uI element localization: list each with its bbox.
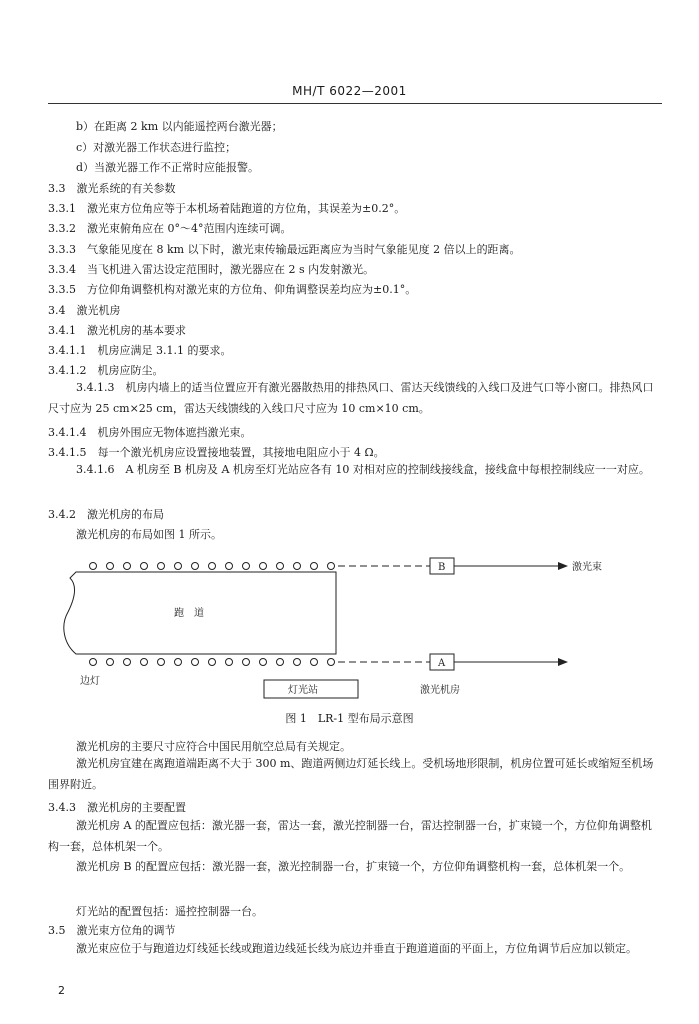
section-3-5-title: 3.5 激光束方位角的调节 <box>48 924 176 937</box>
edge-lights-bottom <box>90 659 335 666</box>
laser-beam-label: 激光束 <box>572 562 602 573</box>
clause-3-3-1: 3.3.1 激光束方位角应等于本机场着陆跑道的方位角，其误差为±0.2°。 <box>48 202 406 215</box>
clause-3-4-1: 3.4.1 激光机房的基本要求 <box>48 324 186 337</box>
paragraph-size: 激光机房的主要尺寸应符合中国民用航空总局有关规定。 <box>76 740 351 753</box>
clause-3-4-1-5: 3.4.1.5 每一个激光机房应设置接地装置，其接地电阻应小于 4 Ω。 <box>48 446 385 459</box>
box-a-label: A <box>438 658 446 669</box>
section-3-4-title: 3.4 激光机房 <box>48 304 121 317</box>
paragraph-room-a: 激光机房 A 的配置应包括：激光器一套，雷达一套，激光控制器一台，雷达控制器一台，扩束镜一个，方位仰角调整机构一套，总体机架一个。 <box>48 819 652 853</box>
clause-3-3-4: 3.3.4 当飞机进入雷达设定范围时，激光器应在 2 s 内发射激光。 <box>48 263 375 276</box>
page-header: MH/T 6022—2001 <box>292 84 407 98</box>
paragraph-light-station: 灯光站的配置包括：遥控控制器一台。 <box>76 905 263 918</box>
clause-3-4-1-6: 3.4.1.6 A 机房至 B 机房及 A 机房至灯光站应各有 10 对相对应的控制线接线盒，接线盒中每根控制线应一一对应。 <box>76 463 650 476</box>
page-number: 2 <box>58 984 65 997</box>
clause-3-4-2: 3.4.2 激光机房的布局 <box>48 508 164 521</box>
clause-3-3-5: 3.3.5 方位仰角调整机构对激光束的方位角、仰角调整误差均应为±0.1°。 <box>48 283 417 296</box>
clause-3-4-1-4: 3.4.1.4 机房外围应无物体遮挡激光束。 <box>48 426 252 439</box>
clause-3-4-1-3: 3.4.1.3 机房内墙上的适当位置应开有激光器散热用的排热风口、雷达天线馈线的入线口及进气口等小窗口。排热风口尺寸应为 25 cm×25 cm，雷达天线馈线的入线口尺寸应为 10 cm×10 cm。 <box>48 381 654 415</box>
layout-intro: 激光机房的布局如图 1 所示。 <box>76 528 222 541</box>
clause-3-4-1-1: 3.4.1.1 机房应满足 3.1.1 的要求。 <box>48 344 232 357</box>
paragraph-azimuth: 激光束应位于与跑道边灯线延长线或跑道边线延长线为底边并垂直于跑道道面的平面上，方位角调节后应加以锁定。 <box>76 942 637 955</box>
box-b-label: B <box>438 562 446 573</box>
header-rule <box>48 103 662 104</box>
runway-label: 跑 道 <box>174 608 204 619</box>
list-item-b: b）在距离 2 km 以内能遥控两台激光器； <box>76 120 283 133</box>
clause-3-3-2: 3.3.2 激光束俯角应在 0°～4°范围内连续可调。 <box>48 222 292 235</box>
figure-caption: 图 1 LR-1 型布局示意图 <box>285 712 414 725</box>
edge-light-label: 边灯 <box>80 676 100 687</box>
paragraph-location: 激光机房宜建在离跑道端距离不大于 300 m、跑道两侧边灯延长线上。受机场地形限制，机房位置可延长或缩短至机场围界附近。 <box>48 757 654 791</box>
arrowhead-bottom <box>558 658 568 666</box>
arrowhead-top <box>558 562 568 570</box>
clause-3-3-3: 3.3.3 气象能见度在 8 km 以下时，激光束传输最远距离应为当时气象能见度 2 倍以上的距离。 <box>48 243 521 256</box>
laser-room-label: 激光机房 <box>420 685 460 696</box>
clause-3-4-3: 3.4.3 激光机房的主要配置 <box>48 801 186 814</box>
list-item-c: c）对激光器工作状态进行监控； <box>76 141 237 154</box>
section-3-3-title: 3.3 激光系统的有关参数 <box>48 182 176 195</box>
light-station-label: 灯光站 <box>288 685 318 696</box>
clause-3-4-1-2: 3.4.1.2 机房应防尘。 <box>48 364 164 377</box>
list-item-d: d）当激光器工作不正常时应能报警。 <box>76 161 260 174</box>
edge-lights-top <box>90 563 335 570</box>
paragraph-room-b: 激光机房 B 的配置应包括：激光器一套，激光控制器一台，扩束镜一个，方位仰角调整机构一套，总体机架一个。 <box>76 860 631 873</box>
layout-diagram-svg <box>48 548 660 708</box>
layout-diagram <box>48 548 660 708</box>
